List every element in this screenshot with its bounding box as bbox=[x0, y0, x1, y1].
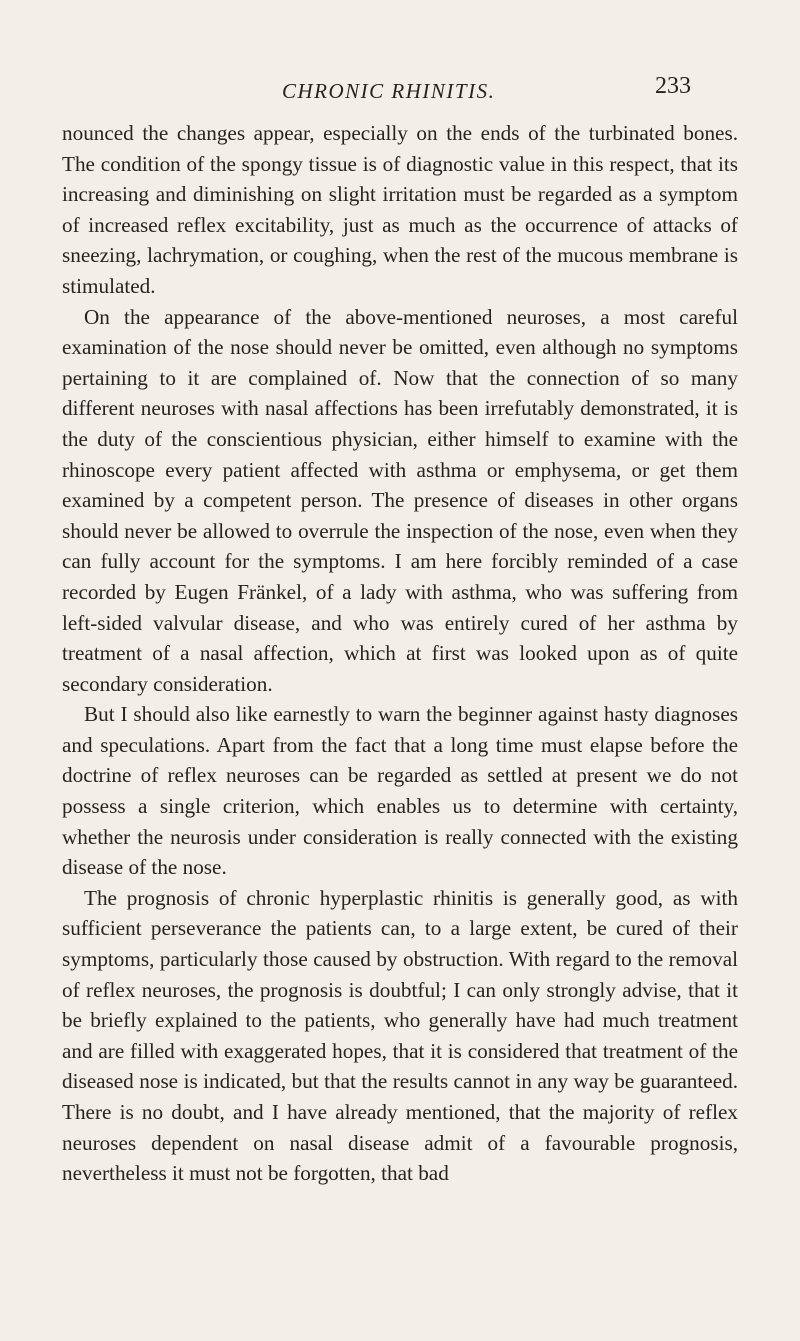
chapter-title: CHRONIC RHINITIS. bbox=[282, 79, 496, 103]
paragraph-prognosis: The prognosis of chronic hyperplastic rhinitis is generally good, as with sufficient perseverance the patients can, to a large extent, be cured of their symptoms, particularly those caused by obstruction. With regard to the removal of reflex neuroses, the prognosis is doubtful; I can only strongly advise, that it be briefly explained to the patients, who generally have had much treatment and are filled with exaggerated hopes, that it is considered that treatment of the diseased nose is indicated, but that the results cannot in any way be guaranteed. There is no doubt, and I have already mentioned, that the majority of reflex neuroses dependent on nasal disease admit of a favourable prognosis, nevertheless it must not be forgotten, that bad bbox=[62, 885, 738, 1186]
page-number: 233 bbox=[655, 73, 691, 99]
paragraph-warning: But I should also like earnestly to warn the beginner against hasty diagnoses and speculations. Apart from the fact that a long time must elapse before the doctrine of reflex neuroses can be regarded as settled at present we do not possess a single criterion, which enables us to determine with certainty, whether the neurosis under consideration is really connected with the existing disease of the nose. bbox=[62, 702, 738, 880]
body-text bbox=[62, 118, 738, 1189]
paragraph-continued: nounced the changes appear, especially on the ends of the turbinated bones. The condition of the spongy tissue is of diagnostic value in this respect, that its increasing and diminishing on slight irritation must be regarded as a symptom of increased reflex excitability, just as much as the occurrence of attacks of sneezing, lachrymation, or coughing, when the rest of the mucous membrane is stimulated. bbox=[62, 121, 738, 298]
running-head bbox=[0, 73, 800, 109]
paragraph-examination: On the appearance of the above-mentioned neuroses, a most careful examination of the nose should never be omitted, even although no symptoms pertaining to it are complained of. Now that the connection of so many different neuroses with nasal affections has been irrefutably demonstrated, it is the duty of the conscientious physician, either himself to examine with the rhinoscope every patient affected with asthma or emphysema, or get them examined by a competent person. The presence of diseases in other organs should never be allowed to overrule the inspection of the nose, even when they can fully account for the symptoms. I am here forcibly reminded of a case recorded by Eugen Fränkel, of a lady with asthma, who was suffering from left-sided valvular disease, and who was entirely cured of her asthma by treatment of a nasal affection, which at first was looked upon as of quite secondary consideration. bbox=[62, 304, 738, 696]
